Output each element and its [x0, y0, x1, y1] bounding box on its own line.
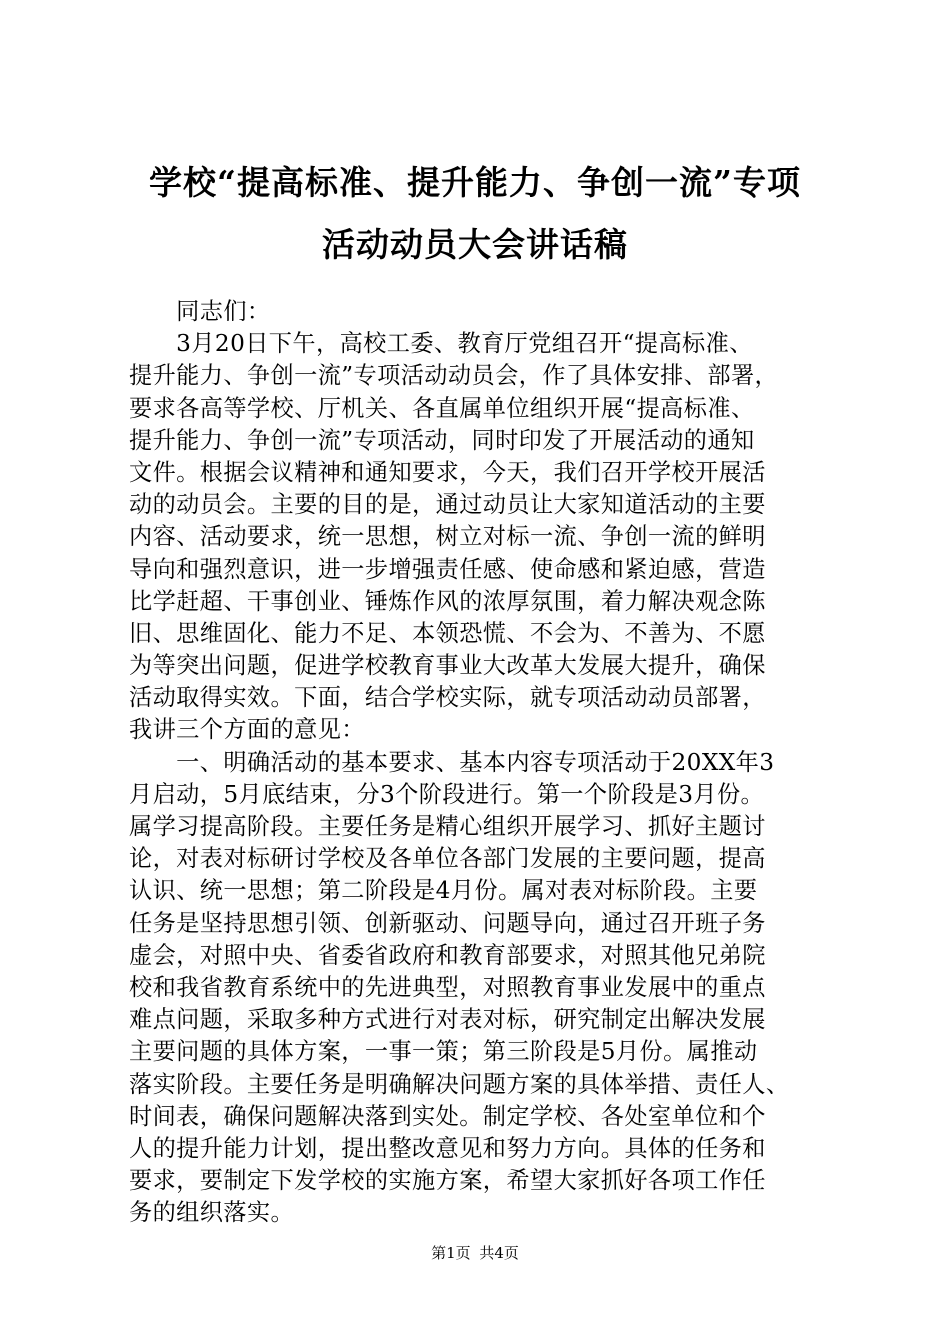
page-footer — [0, 1243, 950, 1263]
body-line: 提升能力、争创一流”专项活动，同时印发了开展活动的通知 — [129, 426, 755, 454]
page-number-label: 第1页 — [431, 1244, 471, 1262]
body-line: 提升能力、争创一流”专项活动动员会，作了具体安排、部署， — [129, 362, 779, 390]
body-line: 导向和强烈意识，进一步增强责任感、使命感和紧迫感，营造 — [129, 555, 766, 583]
body-line: 认识、统一思想；第二阶段是4月份。属对表对标阶段。主要 — [129, 877, 758, 905]
body-line: 3月20日下午，高校工委、教育厅党组召开“提高标准、 — [129, 330, 753, 358]
body-line: 要求各高等学校、厅机关、各直属单位组织开展“提高标准、 — [129, 394, 755, 422]
body-line: 落实阶段。主要任务是明确解决问题方案的具体举措、责任人、 — [129, 1070, 790, 1098]
page-total-label: 共4页 — [479, 1244, 519, 1262]
body-line: 比学赶超、干事创业、锤炼作风的浓厚氛围，着力解决观念陈 — [129, 587, 766, 615]
body-line: 文件。根据会议精神和通知要求，今天，我们召开学校开展活 — [129, 458, 766, 486]
body-line: 内容、活动要求，统一思想，树立对标一流、争创一流的鲜明 — [129, 523, 766, 551]
body-line: 校和我省教育系统中的先进典型，对照教育事业发展中的重点 — [129, 973, 766, 1001]
body-line: 人的提升能力计划，提出整改意见和努力方向。具体的任务和 — [129, 1134, 766, 1162]
document-title-line-2: 活动动员大会讲话稿 — [322, 225, 628, 264]
document-body — [129, 296, 829, 1229]
body-line: 月启动，5月底结束，分3个阶段进行。第一个阶段是3月份。 — [129, 780, 765, 808]
body-line: 我讲三个方面的意见： — [129, 716, 365, 744]
body-line: 旧、思维固化、能力不足、本领恐慌、不会为、不善为、不愿 — [129, 619, 766, 647]
body-line: 要求，要制定下发学校的实施方案，希望大家抓好各项工作任 — [129, 1167, 766, 1195]
body-line: 虚会，对照中央、省委省政府和教育部要求，对照其他兄弟院 — [129, 941, 766, 969]
body-line: 难点问题，采取多种方式进行对表对标，研究制定出解决发展 — [129, 1006, 766, 1034]
body-line: 为等突出问题，促进学校教育事业大改革大发展大提升，确保 — [129, 652, 766, 680]
body-line: 属学习提高阶段。主要任务是精心组织开展学习、抓好主题讨 — [129, 813, 766, 840]
body-line: 动的动员会。主要的目的是，通过动员让大家知道活动的主要 — [129, 491, 766, 519]
body-line: 任务是坚持思想引领、创新驱动、问题导向，通过召开班子务 — [129, 909, 766, 937]
document-title-line-1: 学校“提高标准、提升能力、争创一流”专项 — [149, 163, 801, 202]
body-line: 主要问题的具体方案，一事一策；第三阶段是5月份。属推动 — [129, 1038, 758, 1066]
body-line: 同志们： — [129, 298, 271, 325]
body-line: 活动取得实效。下面，结合学校实际，就专项活动动员部署， — [129, 684, 766, 712]
body-line: 论，对表对标研讨学校及各单位各部门发展的主要问题，提高 — [129, 845, 766, 873]
body-line: 一、明确活动的基本要求、基本内容专项活动于20XX年3 — [129, 748, 775, 776]
body-line: 时间表，确保问题解决落到实处。制定学校、各处室单位和个 — [129, 1102, 766, 1130]
body-line: 务的组织落实。 — [129, 1199, 295, 1227]
